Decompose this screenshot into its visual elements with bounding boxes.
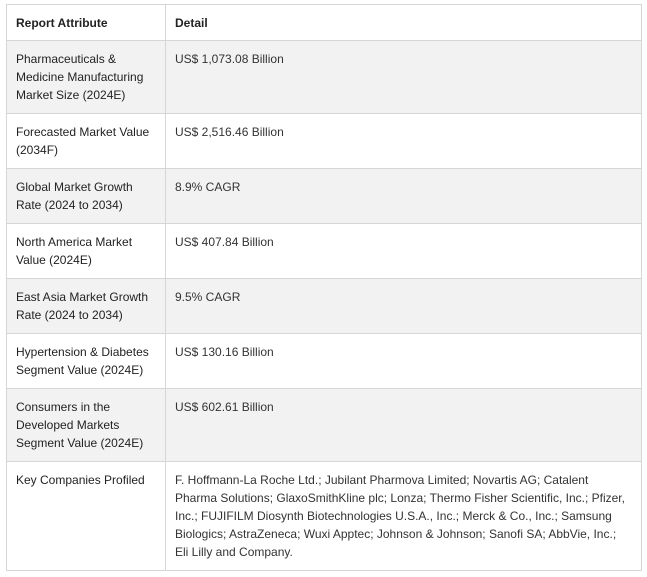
attribute-cell: Key Companies Profiled (7, 462, 166, 571)
table-row (7, 389, 642, 462)
attribute-cell: Consumers in the Developed Markets Segment Value (2024E) (7, 389, 166, 462)
report-attributes-table (6, 4, 642, 571)
attribute-cell: Pharmaceuticals & Medicine Manufacturing Market Size (2024E) (7, 41, 166, 114)
detail-cell: US$ 407.84 Billion (166, 224, 642, 279)
table-row (7, 224, 642, 279)
table-row (7, 334, 642, 389)
attribute-cell: Hypertension & Diabetes Segment Value (2024E) (7, 334, 166, 389)
detail-cell: US$ 602.61 Billion (166, 389, 642, 462)
detail-cell: US$ 2,516.46 Billion (166, 114, 642, 169)
table-row (7, 462, 642, 571)
detail-cell: 8.9% CAGR (166, 169, 642, 224)
attribute-cell: Global Market Growth Rate (2024 to 2034) (7, 169, 166, 224)
attribute-cell: North America Market Value (2024E) (7, 224, 166, 279)
attribute-cell: East Asia Market Growth Rate (2024 to 2034) (7, 279, 166, 334)
report-table-container (6, 4, 641, 571)
table-row (7, 279, 642, 334)
detail-cell: F. Hoffmann-La Roche Ltd.; Jubilant Pharmova Limited; Novartis AG; Catalent Pharma Solutions; GlaxoSmithKline plc; Lonza; Thermo Fisher Scientific, Inc.; Pfizer, Inc.; FUJIFILM Diosynth Biotechnologies U.S.A., Inc.; Merck & Co., Inc.; Samsung Biologics; AstraZeneca; Wuxi Apptec; Johnson & Johnson; Sanofi SA; AbbVie, Inc.; Eli Lilly and Company. (166, 462, 642, 571)
header-detail: Detail (166, 5, 642, 41)
detail-cell: US$ 130.16 Billion (166, 334, 642, 389)
table-header-row (7, 5, 642, 41)
detail-cell: US$ 1,073.08 Billion (166, 41, 642, 114)
table-row (7, 41, 642, 114)
detail-cell: 9.5% CAGR (166, 279, 642, 334)
attribute-cell: Forecasted Market Value (2034F) (7, 114, 166, 169)
table-row (7, 114, 642, 169)
table-row (7, 169, 642, 224)
header-report-attribute: Report Attribute (7, 5, 166, 41)
